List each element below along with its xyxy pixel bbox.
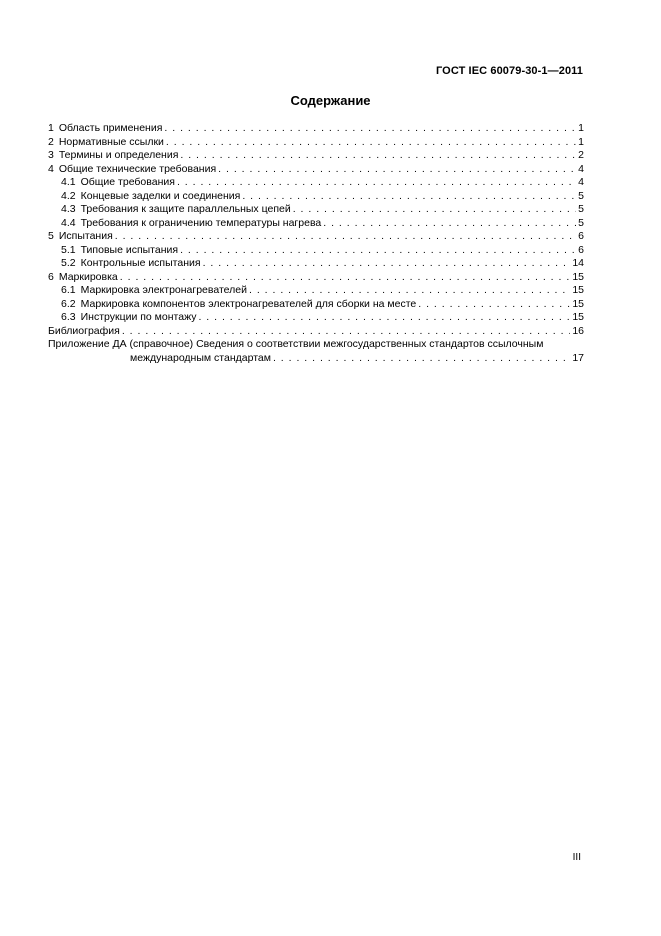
toc-entry-label: Термины и определения xyxy=(58,149,179,161)
toc-entry-page: 14 xyxy=(572,257,584,269)
toc-entry-label: Испытания xyxy=(58,230,113,242)
toc-entry-number: 6.1 xyxy=(61,284,76,296)
toc-entry-number: 5.1 xyxy=(61,243,76,256)
toc-entry-label: Требования к защите параллельных цепей xyxy=(80,203,291,215)
dot-leader xyxy=(218,163,576,177)
toc-entry-number: 6 xyxy=(48,270,54,283)
toc-entry-appendix[interactable] xyxy=(48,338,584,365)
toc-entry-label: Инструкции по монтажу xyxy=(80,311,197,323)
toc-entry-number: 6.2 xyxy=(61,297,76,310)
toc-entry-page: 2 xyxy=(578,149,584,161)
dot-leader xyxy=(164,122,576,136)
toc-entry-label: Маркировка xyxy=(58,270,118,283)
dot-leader xyxy=(122,325,570,339)
toc-entry-5-1[interactable] xyxy=(48,244,584,258)
toc-entry-number: 4.3 xyxy=(61,203,76,215)
toc-entry-label: Общие требования xyxy=(80,176,175,188)
toc-entry-page: 1 xyxy=(578,135,584,148)
toc-entry-5-2[interactable] xyxy=(48,257,584,271)
toc-entry-4-4[interactable] xyxy=(48,217,584,231)
standard-code: ГОСТ IEC 60079-30-1—2011 xyxy=(435,65,583,77)
appendix-continuation xyxy=(48,352,584,366)
toc-entry-4-1[interactable] xyxy=(48,176,584,190)
appendix-title-line: Приложение ДА (справочное) Сведения о соответствии межгосударственных стандартов ссылочным xyxy=(48,338,544,350)
toc-entry-page: 4 xyxy=(578,162,584,175)
dot-leader xyxy=(418,298,570,312)
toc-entry-label: Требования к ограничению температуры нагрева xyxy=(80,216,322,229)
toc-entry-label: Контрольные испытания xyxy=(80,257,201,269)
appendix-title-continuation: международным стандартам xyxy=(130,351,271,364)
toc-entry-6-3[interactable] xyxy=(48,311,584,325)
toc-entry-5[interactable] xyxy=(48,230,584,244)
toc-entry-page: 15 xyxy=(572,284,584,296)
page-number: III xyxy=(572,852,581,863)
toc-entry-page: 15 xyxy=(572,270,584,283)
dot-leader xyxy=(273,352,570,366)
dot-leader xyxy=(120,271,571,285)
dot-leader xyxy=(180,149,576,163)
toc-entry-number: 4.1 xyxy=(61,176,76,188)
toc-entry-6[interactable] xyxy=(48,271,584,285)
toc-entry-number: 6.3 xyxy=(61,311,76,323)
toc-entry-1[interactable] xyxy=(48,122,584,136)
toc-entry-4-2[interactable] xyxy=(48,190,584,204)
toc-entry-number: 4 xyxy=(48,162,54,175)
toc-entry-label: Библиография xyxy=(48,324,120,337)
dot-leader xyxy=(198,311,570,325)
toc-entry-page: 5 xyxy=(578,189,584,202)
toc-entry-page: 15 xyxy=(572,311,584,323)
toc-entry-label: Область применения xyxy=(58,122,163,134)
toc-entry-number: 2 xyxy=(48,135,54,148)
toc-entry-6-1[interactable] xyxy=(48,284,584,298)
toc-entry-page: 5 xyxy=(578,216,584,229)
dot-leader xyxy=(203,257,571,271)
toc-entry-number: 5 xyxy=(48,230,54,242)
toc-entry-label: Нормативные ссылки xyxy=(58,135,164,148)
dot-leader xyxy=(242,190,576,204)
toc-entry-page: 5 xyxy=(578,203,584,215)
dot-leader xyxy=(293,203,576,217)
toc-entry-label: Маркировка компонентов электронагревателей для сборки на месте xyxy=(80,297,417,310)
toc-entry-page: 4 xyxy=(578,176,584,188)
toc-entry-number: 4.4 xyxy=(61,216,76,229)
toc-entry-page: 15 xyxy=(572,297,584,310)
toc-entry-number: 4.2 xyxy=(61,189,76,202)
toc-entry-page: 6 xyxy=(578,230,584,242)
toc-entry-4[interactable] xyxy=(48,163,584,177)
toc-entry-page: 17 xyxy=(572,351,584,364)
toc-entry-label: Общие технические требования xyxy=(58,162,217,175)
toc-entry-number: 5.2 xyxy=(61,257,76,269)
dot-leader xyxy=(177,176,576,190)
toc-entry-4-3[interactable] xyxy=(48,203,584,217)
dot-leader xyxy=(180,244,576,258)
dot-leader xyxy=(115,230,576,244)
toc-entry-label: Маркировка электронагревателей xyxy=(80,284,247,296)
dot-leader xyxy=(166,136,576,150)
toc-entry-bibliography[interactable] xyxy=(48,325,584,339)
toc-entry-label: Типовые испытания xyxy=(80,243,179,256)
toc-entry-page: 6 xyxy=(578,243,584,256)
toc-entry-number: 1 xyxy=(48,122,54,134)
dot-leader xyxy=(323,217,576,231)
toc-entry-2[interactable] xyxy=(48,136,584,150)
toc-entry-6-2[interactable] xyxy=(48,298,584,312)
toc-entry-page: 16 xyxy=(572,324,584,337)
toc-entry-label: Концевые заделки и соединения xyxy=(80,189,241,202)
table-of-contents xyxy=(48,122,584,365)
toc-entry-page: 1 xyxy=(578,122,584,134)
dot-leader xyxy=(249,284,570,298)
toc-title: Содержание xyxy=(290,93,371,108)
toc-entry-number: 3 xyxy=(48,149,54,161)
toc-entry-3[interactable] xyxy=(48,149,584,163)
